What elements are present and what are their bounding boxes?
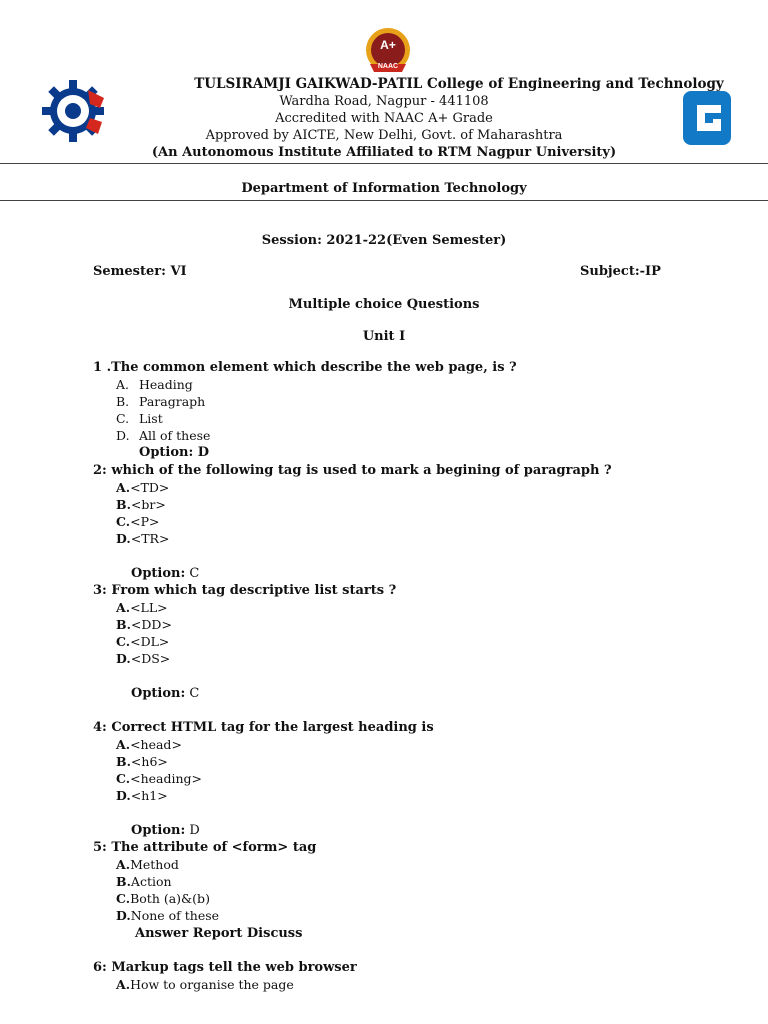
naac-badge-text: NAAC: [377, 63, 399, 70]
semester-label: Semester: VI: [93, 264, 187, 279]
option-4a: A.<head>: [116, 737, 182, 752]
option-3b: B.<DD>: [116, 617, 172, 632]
answer-2: Option: C: [131, 566, 200, 581]
option-1d: D. All of these: [116, 428, 211, 443]
option-1a: A. Heading: [116, 377, 193, 392]
mcq-title: Multiple choice Questions: [288, 297, 480, 312]
option-4d: D.<h1>: [116, 788, 168, 803]
option-5d: D.None of these: [116, 908, 220, 923]
approval-line: Approved by AICTE, New Delhi, Govt. of Maharashtra: [205, 128, 563, 143]
subject-label: Subject:-IP: [580, 264, 661, 279]
option-2d: D.<TR>: [116, 531, 170, 546]
option-1b: B. Paragraph: [116, 394, 206, 409]
header-divider: [0, 163, 768, 164]
question-3: 3: From which tag descriptive list starts ?: [93, 583, 397, 598]
answer-1: Option: D: [139, 445, 210, 460]
option-4b: B.<h6>: [116, 754, 168, 769]
option-3d: D.<DS>: [116, 651, 171, 666]
question-5: 5: The attribute of <form> tag: [93, 840, 317, 855]
college-name: TULSIRAMJI GAIKWAD-PATIL College of Engineering and Technology: [194, 76, 724, 92]
department-title: Department of Information Technology: [241, 181, 527, 196]
option-1c: C. List: [116, 411, 163, 426]
option-2c: C.<P>: [116, 514, 160, 529]
answer-5[interactable]: Answer Report Discuss: [135, 926, 303, 941]
answer-4: Option: D: [131, 823, 200, 838]
option-5c: C.Both (a)&(b): [116, 891, 210, 906]
session-line: Session: 2021-22(Even Semester): [261, 233, 507, 248]
option-6a: A.How to organise the page: [116, 977, 294, 992]
naac-badge: [360, 26, 416, 76]
question-6: 6: Markup tags tell the web browser: [93, 960, 357, 975]
question-1: 1 .The common element which describe the web page, is ?: [93, 360, 517, 375]
unit-title: Unit I: [362, 329, 406, 344]
naac-badge-grade: A+: [380, 38, 396, 52]
option-3c: C.<DL>: [116, 634, 170, 649]
option-2b: B.<br>: [116, 497, 166, 512]
college-address: Wardha Road, Nagpur - 441108: [279, 94, 489, 109]
option-4c: C.<heading>: [116, 771, 202, 786]
option-5b: B.Action: [116, 874, 172, 889]
question-4: 4: Correct HTML tag for the largest heading is: [93, 720, 434, 735]
answer-3: Option: C: [131, 686, 200, 701]
option-3a: A.<LL>: [116, 600, 168, 615]
autonomy-line: (An Autonomous Institute Affiliated to RTM Nagpur University): [151, 145, 617, 160]
option-2a: A.<TD>: [116, 480, 170, 495]
option-5a: A.Method: [116, 857, 179, 872]
question-2: 2: which of the following tag is used to mark a begining of paragraph ?: [93, 463, 612, 478]
department-divider: [0, 200, 768, 201]
accreditation-line: Accredited with NAAC A+ Grade: [275, 111, 493, 126]
